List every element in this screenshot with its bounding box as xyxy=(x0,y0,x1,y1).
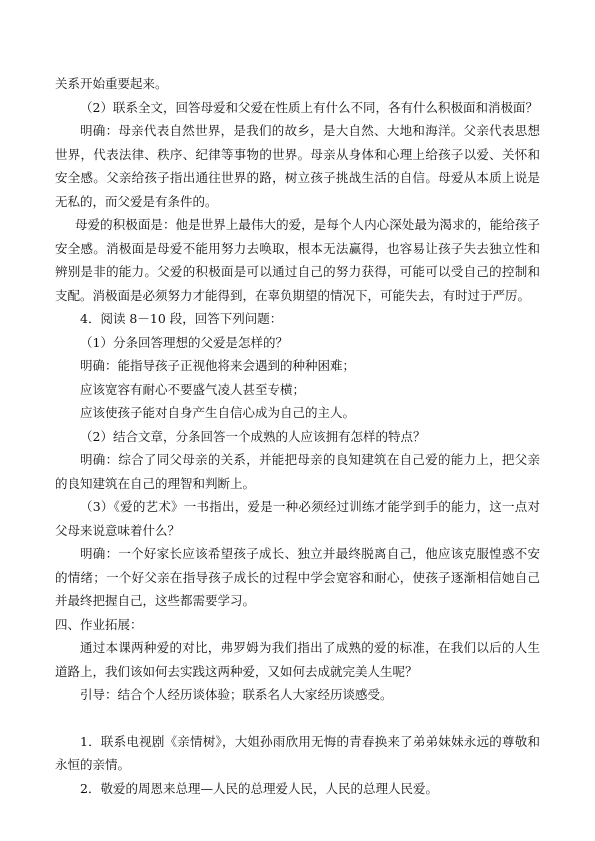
guide-line: 引导：结合个人经历谈体验；联系名人大家经历谈感受。 xyxy=(80,687,393,702)
answer-line: 明确：能指导孩子正视他将来会遇到的种种困难； xyxy=(80,358,356,373)
question-1: （1）分条回答理想的父爱是怎样的？ xyxy=(80,334,288,350)
answer-line: 应该使孩子能对自身产生自信心成为自己的主人。 xyxy=(80,405,356,420)
question-2: （2）结合文章，分条回答一个成熟的人应该拥有怎样的特点？ xyxy=(80,428,426,444)
section-heading: 四、作业拓展： xyxy=(55,616,143,632)
blank-line xyxy=(55,707,540,730)
question-3: （3）《爱的艺术》一书指出，爱是一种必须经过训练才能学到手的能力，这一点对父母来说意味着什么？ xyxy=(55,499,540,538)
paragraph: 关系开始重要起来。 xyxy=(55,76,168,91)
list-item: 2．敬爱的周恩来总理—人民的总理爱人民，人民的总理人民爱。 xyxy=(80,780,438,796)
answer-paragraph: 明确：综合了同父母亲的关系，并能把母亲的良知建筑在自己爱的能力上，把父亲的良知建筑在自己的理智和判断上。 xyxy=(55,452,540,491)
answer-paragraph: 明确：一个好家长应该希望孩子成长、独立并最终脱离自己，他应该克服惶惑不安的情绪；一个好父亲在指导孩子成长的过程中学会宽容和耐心，使孩子逐渐相信她自己并最终把握自己，这些都需要学习。 xyxy=(55,546,540,608)
list-item: 1．联系电视剧《亲情树》，大姐孙雨欣用无悔的青春换来了弟弟妹妹永远的尊敬和永恒的亲情。 xyxy=(55,733,540,772)
answer-paragraph: 明确：母亲代表自然世界，是我们的故乡，是大自然、大地和海洋。父亲代表思想世界，代表法律、秩序、纪律等事物的世界。母亲从身体和心理上给孩子以爱、关怀和安全感。父亲给孩子指出通往世界的路，树立孩子挑战生活的自信。母爱从本质上说是无私的，而父爱是有条件的。 xyxy=(55,123,540,209)
paragraph: 通过本课两种爱的对比，弗罗姆为我们指出了成熟的爱的标准，在我们以后的人生道路上，我们该如何去实践这两种爱，又如何去成就完美人生呢？ xyxy=(55,640,540,679)
section-item-4: 4．阅读 8－10 段，回答下列问题： xyxy=(80,311,283,326)
document-body xyxy=(55,72,540,800)
question-2: （2）联系全文，回答母爱和父爱在性质上有什么不同，各有什么积极面和消极面？ xyxy=(80,99,538,115)
paragraph: 母爱的积极面是：他是世界上最伟大的爱，是每个人内心深处最为渴求的，能给孩子安全感。消极面是母爱不能用努力去唤取，根本无法赢得，也容易让孩子失去独立性和辨别是非的能力。父爱的积极面是可以通过自己的努力获得，可能可以受自己的控制和支配。消极面是必须努力才能得到，在辜负期望的情况下，可能失去，有时过于严厉。 xyxy=(55,217,540,303)
answer-line: 应该宽容有耐心不要盛气凌人甚至专横； xyxy=(80,381,306,397)
